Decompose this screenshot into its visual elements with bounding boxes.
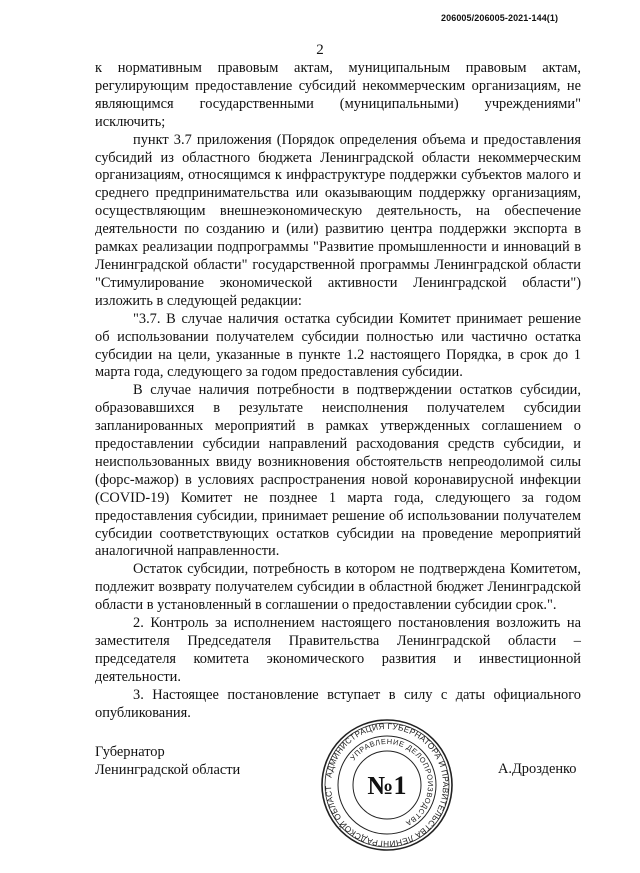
page-number: 2 bbox=[316, 42, 324, 58]
paragraph-7: 3. Настоящее постановление вступает в силу с даты официального опубликования. bbox=[95, 686, 581, 721]
paragraph-2: пункт 3.7 приложения (Порядок определения объема и предоставления субсидий из областного бюджета Ленинградской области некоммерческим организациям, относящимся к инфраструктуре поддержки субъектов малого и среднего предпринимательства или оказывающим поддержку организациям, осуществляющим внешнеэкономическую деятельность, на обеспечение деятельности по созданию и (или) развитию центра поддержки экспорта в рамках реализации подпрограммы "Развитие промышленности и инноваций в Ленинградской области" государственной программы Ленинградской области "Стимулирование экономической активности Ленинградской области") изложить в следующей редакции: bbox=[95, 131, 581, 309]
signatory-title bbox=[95, 743, 240, 779]
document-registration-number: 206005/206005-2021-144(1) bbox=[441, 13, 559, 23]
seal-number: №1 bbox=[367, 771, 407, 800]
paragraph-4: В случае наличия потребности в подтверждении остатков субсидии, образовавшихся в результате неисполнения получателем субсидии запланированных мероприятий в рамках утвержденных соглашением о предоставлении субсидии направлений расходования средств субсидии, и неиспользованных ввиду возникновения обстоятельств непреодолимой силы (форс-мажор) в условиях распространения новой коронавирусной инфекции (COVID-19) Комитет не позднее 1 марта года, следующего за годом предоставления субсидии, принимает решение об использовании получателем субсидии соответствующих остатков субсидии на проведение мероприятий аналогичной направленности. bbox=[95, 382, 581, 560]
signatory-title-line-1: Губернатор bbox=[95, 744, 165, 760]
signatory-title-line-2: Ленинградской области bbox=[95, 762, 241, 778]
paragraph-1: к нормативным правовым актам, муниципальным правовым актам, регулирующим предоставление субсидий некоммерческим организациям, не являющимся государственными (муниципальными) учреждениями" исключить; bbox=[95, 60, 581, 130]
official-seal-stamp bbox=[320, 718, 454, 852]
paragraph-6: 2. Контроль за исполнением настоящего постановления возложить на заместителя Председателя Правительства Ленинградской области – председателя комитета экономического развития и инвестиционной деятельности. bbox=[95, 615, 581, 685]
paragraph-3: "3.7. В случае наличия остатка субсидии Комитет принимает решение об использовании получателем субсидии полностью или частично остатка субсидии на цели, указанные в пункте 1.2 настоящего Порядка, в срок до 1 марта года, следующего за годом предоставления субсидии. bbox=[95, 310, 581, 381]
seal-outer-text: АДМИНИСТРАЦИЯ ГУБЕРНАТОРА И ПРАВИТЕЛЬСТВА ЛЕНИНГРАДСКОЙ ОБЛАСТ bbox=[323, 721, 451, 849]
signatory-name: А.Дрозденко bbox=[498, 761, 577, 777]
document-body bbox=[95, 60, 581, 723]
seal-inner-text: УПРАВЛЕНИЕ ДЕЛОПРОИЗВОДСТВА bbox=[348, 736, 436, 829]
paragraph-5: Остаток субсидии, потребность в котором не подтверждена Комитетом, подлежит возврату получателем субсидии в областной бюджет Ленинградской области в установленный в соглашении о предоставлении субсидии срок.". bbox=[95, 561, 581, 614]
seal-graphic bbox=[320, 718, 454, 852]
